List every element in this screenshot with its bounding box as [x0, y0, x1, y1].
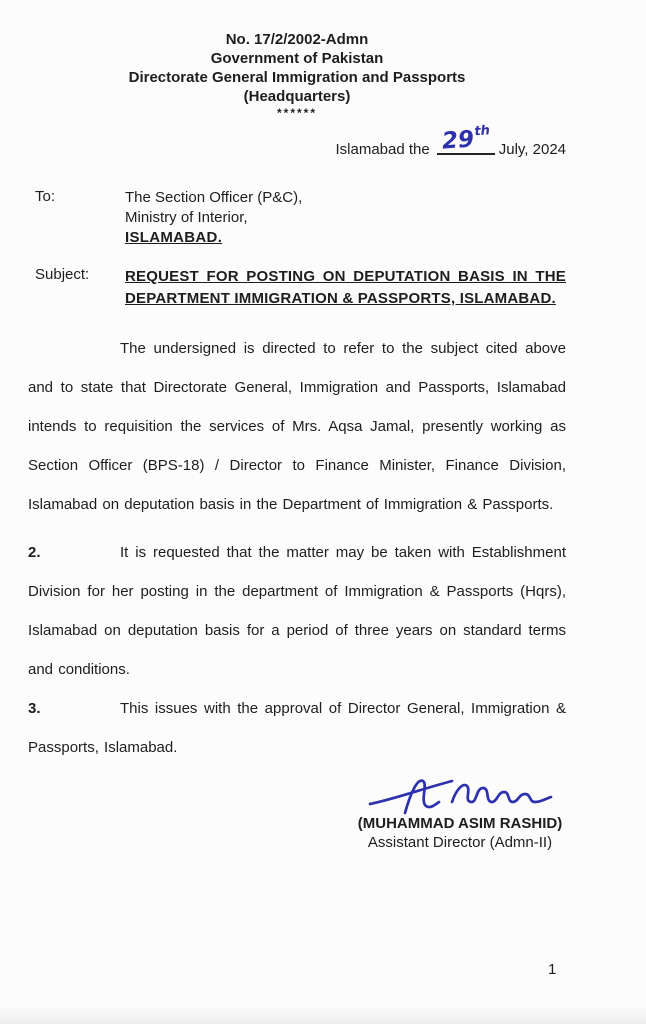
date-line — [28, 123, 566, 162]
letter-header — [28, 30, 566, 120]
subject-label: Subject: — [35, 266, 90, 283]
date-blank-line — [437, 123, 495, 155]
date-day: 29 — [441, 126, 475, 155]
paragraph-2-text: It is requested that the matter may be taken with Establishment Division for her posting in the department of Immigration & Passports (Hqrs), Islamabad on deputation basis for a period of three years on standard terms and conditions. — [28, 544, 566, 678]
signatory-name: (MUHAMMAD ASIM RASHID) — [357, 815, 563, 832]
signature-block — [354, 769, 566, 853]
date-prefix: Islamabad the — [335, 141, 430, 158]
recipient-line-3: ISLAMABAD. — [125, 229, 223, 246]
to-label: To: — [35, 188, 56, 205]
subject-block — [28, 266, 566, 310]
paragraph-2-number: 2. — [28, 544, 41, 561]
paragraph-3-text: This issues with the approval of Director General, Immigration & Passports, Islamabad. — [28, 700, 566, 756]
separator-stars: ****** — [276, 106, 318, 120]
subject-text: REQUEST FOR POSTING ON DEPUTATION BASIS IN THE DEPARTMENT IMMIGRATION & PASSPORTS, ISLAMABAD. — [125, 268, 566, 307]
signatory-title: Assistant Director (Admn-II) — [367, 834, 553, 851]
paragraph-1 — [28, 329, 566, 524]
signature-ink-icon — [364, 769, 556, 817]
paragraph-3 — [28, 689, 566, 767]
headquarters-label: (Headquarters) — [243, 88, 351, 105]
recipient-line-1: The Section Officer (P&C), — [125, 189, 303, 206]
paragraph-3-number: 3. — [28, 700, 41, 717]
paragraph-2 — [28, 533, 566, 689]
paragraph-1-text: The undersigned is directed to refer to the subject cited above and to state that Directorate General, Immigration and Passports, Islamabad intends to requisition the services of Mrs. Aqsa Jamal, presently working as Section Officer (BPS-18) / Director to Finance Minister, Finance Division, Islamabad on deputation basis in the Department of Immigration & Passports. — [28, 340, 566, 513]
date-day-handwritten — [441, 125, 490, 154]
recipient-block — [28, 188, 566, 248]
letter-ref-number: No. 17/2/2002-Admn — [225, 31, 369, 48]
recipient-address — [125, 188, 302, 248]
recipient-line-2: Ministry of Interior, — [125, 209, 248, 226]
date-rest: July, 2024 — [498, 141, 566, 158]
date-day-ordinal: th — [473, 123, 491, 140]
directorate-title: Directorate General Immigration and Passports — [128, 69, 466, 86]
page-number: 1 — [548, 961, 557, 978]
government-title: Government of Pakistan — [210, 50, 384, 67]
